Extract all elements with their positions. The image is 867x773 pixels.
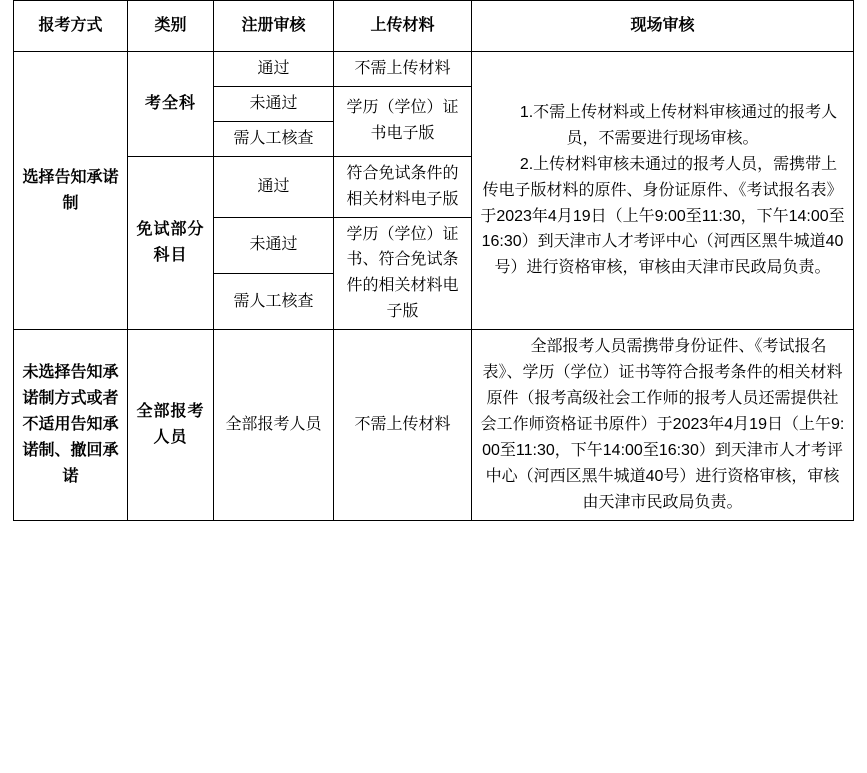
table-row xyxy=(14,52,854,87)
registration-review-table xyxy=(13,0,854,521)
cell-reg-fail-1: 未通过 xyxy=(214,86,334,121)
onsite-paragraph-2: 2.上传材料审核未通过的报考人员，需携带上传电子版材料的原件、身份证原件、《考试报名表》于2023年4月19日（上午9:00至11:30，下午14:00至16:30）到天津市人才考评中心（河西区黑牛城道40号）进行资格审核，审核由天津市民政局负责。 xyxy=(480,155,845,277)
table-row xyxy=(14,330,854,520)
onsite-paragraph-1: 1.不需上传材料或上传材料审核通过的报考人员，不需要进行现场审核。 xyxy=(519,103,838,147)
cell-category-all-applicants: 全部报考人员 xyxy=(128,330,214,520)
onsite-paragraph-3: 全部报考人员需携带身份证件、《考试报名表》、学历（学位）证书等符合报考条件的相关材料原件（报考高级社会工作师的报考人员还需提供社会工作师资格证书原件）于2023年4月19日（上午9:00至11:30，下午14:00至16:30）到天津市人才考评中心（河西区黑牛城道40号）进行资格审核，审核由天津市民政局负责。 xyxy=(480,338,845,511)
cell-upload-exemption-materials: 符合免试条件的相关材料电子版 xyxy=(334,156,472,217)
header-onsite-review: 现场审核 xyxy=(472,1,854,52)
cell-upload-diploma-exemption: 学历（学位）证书、符合免试条件的相关材料电子版 xyxy=(334,217,472,330)
cell-category-partial-exemption: 免试部分科目 xyxy=(128,156,214,329)
header-upload-materials: 上传材料 xyxy=(334,1,472,52)
header-method: 报考方式 xyxy=(14,1,128,52)
cell-onsite-review-group2 xyxy=(472,330,854,520)
cell-reg-all-applicants: 全部报考人员 xyxy=(214,330,334,520)
cell-upload-none-2: 不需上传材料 xyxy=(334,330,472,520)
cell-method-no-commitment: 未选择告知承诺制方式或者不适用告知承诺制、撤回承诺 xyxy=(14,330,128,520)
header-category: 类别 xyxy=(128,1,214,52)
cell-method-notification-commitment: 选择告知承诺制 xyxy=(14,52,128,330)
cell-upload-none-1: 不需上传材料 xyxy=(334,52,472,87)
cell-onsite-review-group1 xyxy=(472,52,854,330)
cell-upload-diploma-1: 学历（学位）证书电子版 xyxy=(334,86,472,156)
table-header-row xyxy=(14,1,854,52)
header-registration-review: 注册审核 xyxy=(214,1,334,52)
cell-reg-manual-1: 需人工核查 xyxy=(214,121,334,156)
cell-reg-manual-2: 需人工核查 xyxy=(214,273,334,329)
cell-category-all-subjects: 考全科 xyxy=(128,52,214,157)
cell-reg-pass-1: 通过 xyxy=(214,52,334,87)
cell-reg-fail-2: 未通过 xyxy=(214,217,334,273)
cell-reg-pass-2: 通过 xyxy=(214,156,334,217)
